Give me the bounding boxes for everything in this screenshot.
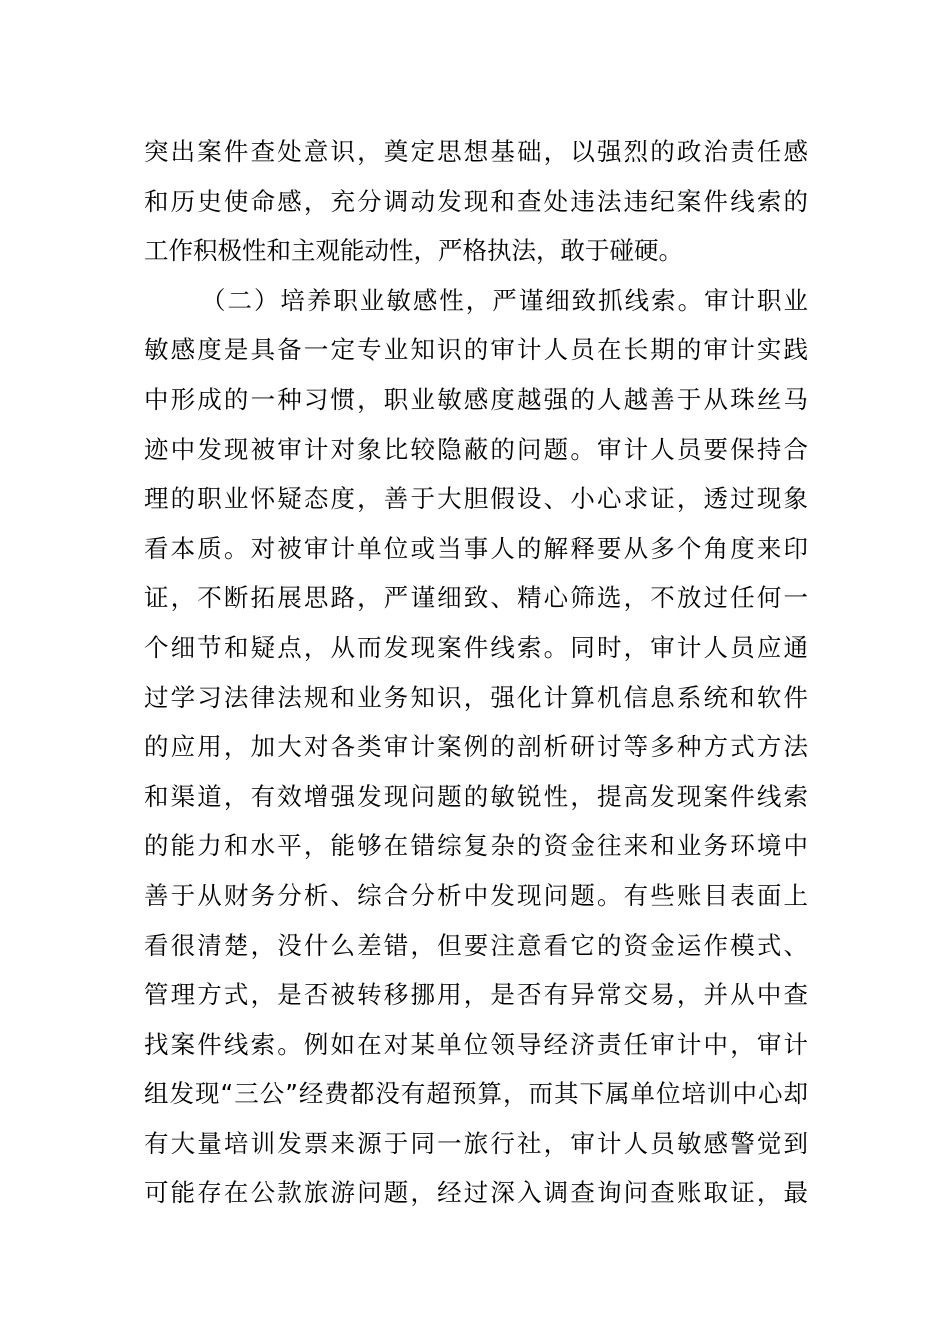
text-line: 突出案件查处意识，奠定思想基础，以强烈的政治责任感	[144, 137, 808, 166]
text-line: 理的职业怀疑态度，善于大胆假设、小心求证，透过现象	[144, 484, 808, 514]
text-line: 的能力和水平，能够在错综复杂的资金往来和业务环境中	[144, 831, 808, 861]
text-line: 善于从财务分析、综合分析中发现问题。有些账目表面上	[144, 880, 808, 910]
text-line: 和渠道，有效增强发现问题的敏锐性，提高发现案件线索	[144, 781, 808, 811]
text-line: 有大量培训发票来源于同一旅行社，审计人员敏感警觉到	[144, 1128, 808, 1158]
text-line: 的应用，加大对各类审计案例的剖析研讨等多种方式方法	[144, 732, 808, 762]
text-line: 管理方式，是否被转移挪用，是否有异常交易，并从中查	[144, 980, 808, 1010]
text-line: 迹中发现被审计对象比较隐蔽的问题。审计人员要保持合	[144, 434, 808, 464]
text-line: 看很清楚，没什么差错，但要注意看它的资金运作模式、	[144, 930, 808, 960]
text-line: 和历史使命感，充分调动发现和查处违法违纪案件线索的	[144, 186, 808, 216]
text-line: 组发现“三公”经费都没有超预算，而其下属单位培训中心却	[144, 1079, 808, 1109]
text-line: 可能存在公款旅游问题，经过深入调查询问查账取证，最	[144, 1178, 808, 1208]
text-line: 证，不断拓展思路，严谨细致、精心筛选，不放过任何一	[144, 583, 808, 613]
text-line: 工作积极性和主观能动性，严格执法，敢于碰硬。	[144, 236, 683, 266]
text-line: 过学习法律法规和业务知识，强化计算机信息系统和软件	[144, 682, 808, 712]
text-line: 敏感度是具备一定专业知识的审计人员在长期的审计实践	[144, 335, 808, 365]
section-heading-line: （二）培养职业敏感性，严谨细致抓线索。审计职业	[201, 285, 808, 315]
text-line: 中形成的一种习惯，职业敏感度越强的人越善于从珠丝马	[144, 384, 808, 414]
body-text	[144, 127, 808, 1218]
text-line: 看本质。对被审计单位或当事人的解释要从多个角度来印	[144, 533, 808, 563]
text-line: 个细节和疑点，从而发现案件线索。同时，审计人员应通	[144, 632, 808, 662]
text-line: 找案件线索。例如在对某单位领导经济责任审计中，审计	[144, 1029, 808, 1059]
